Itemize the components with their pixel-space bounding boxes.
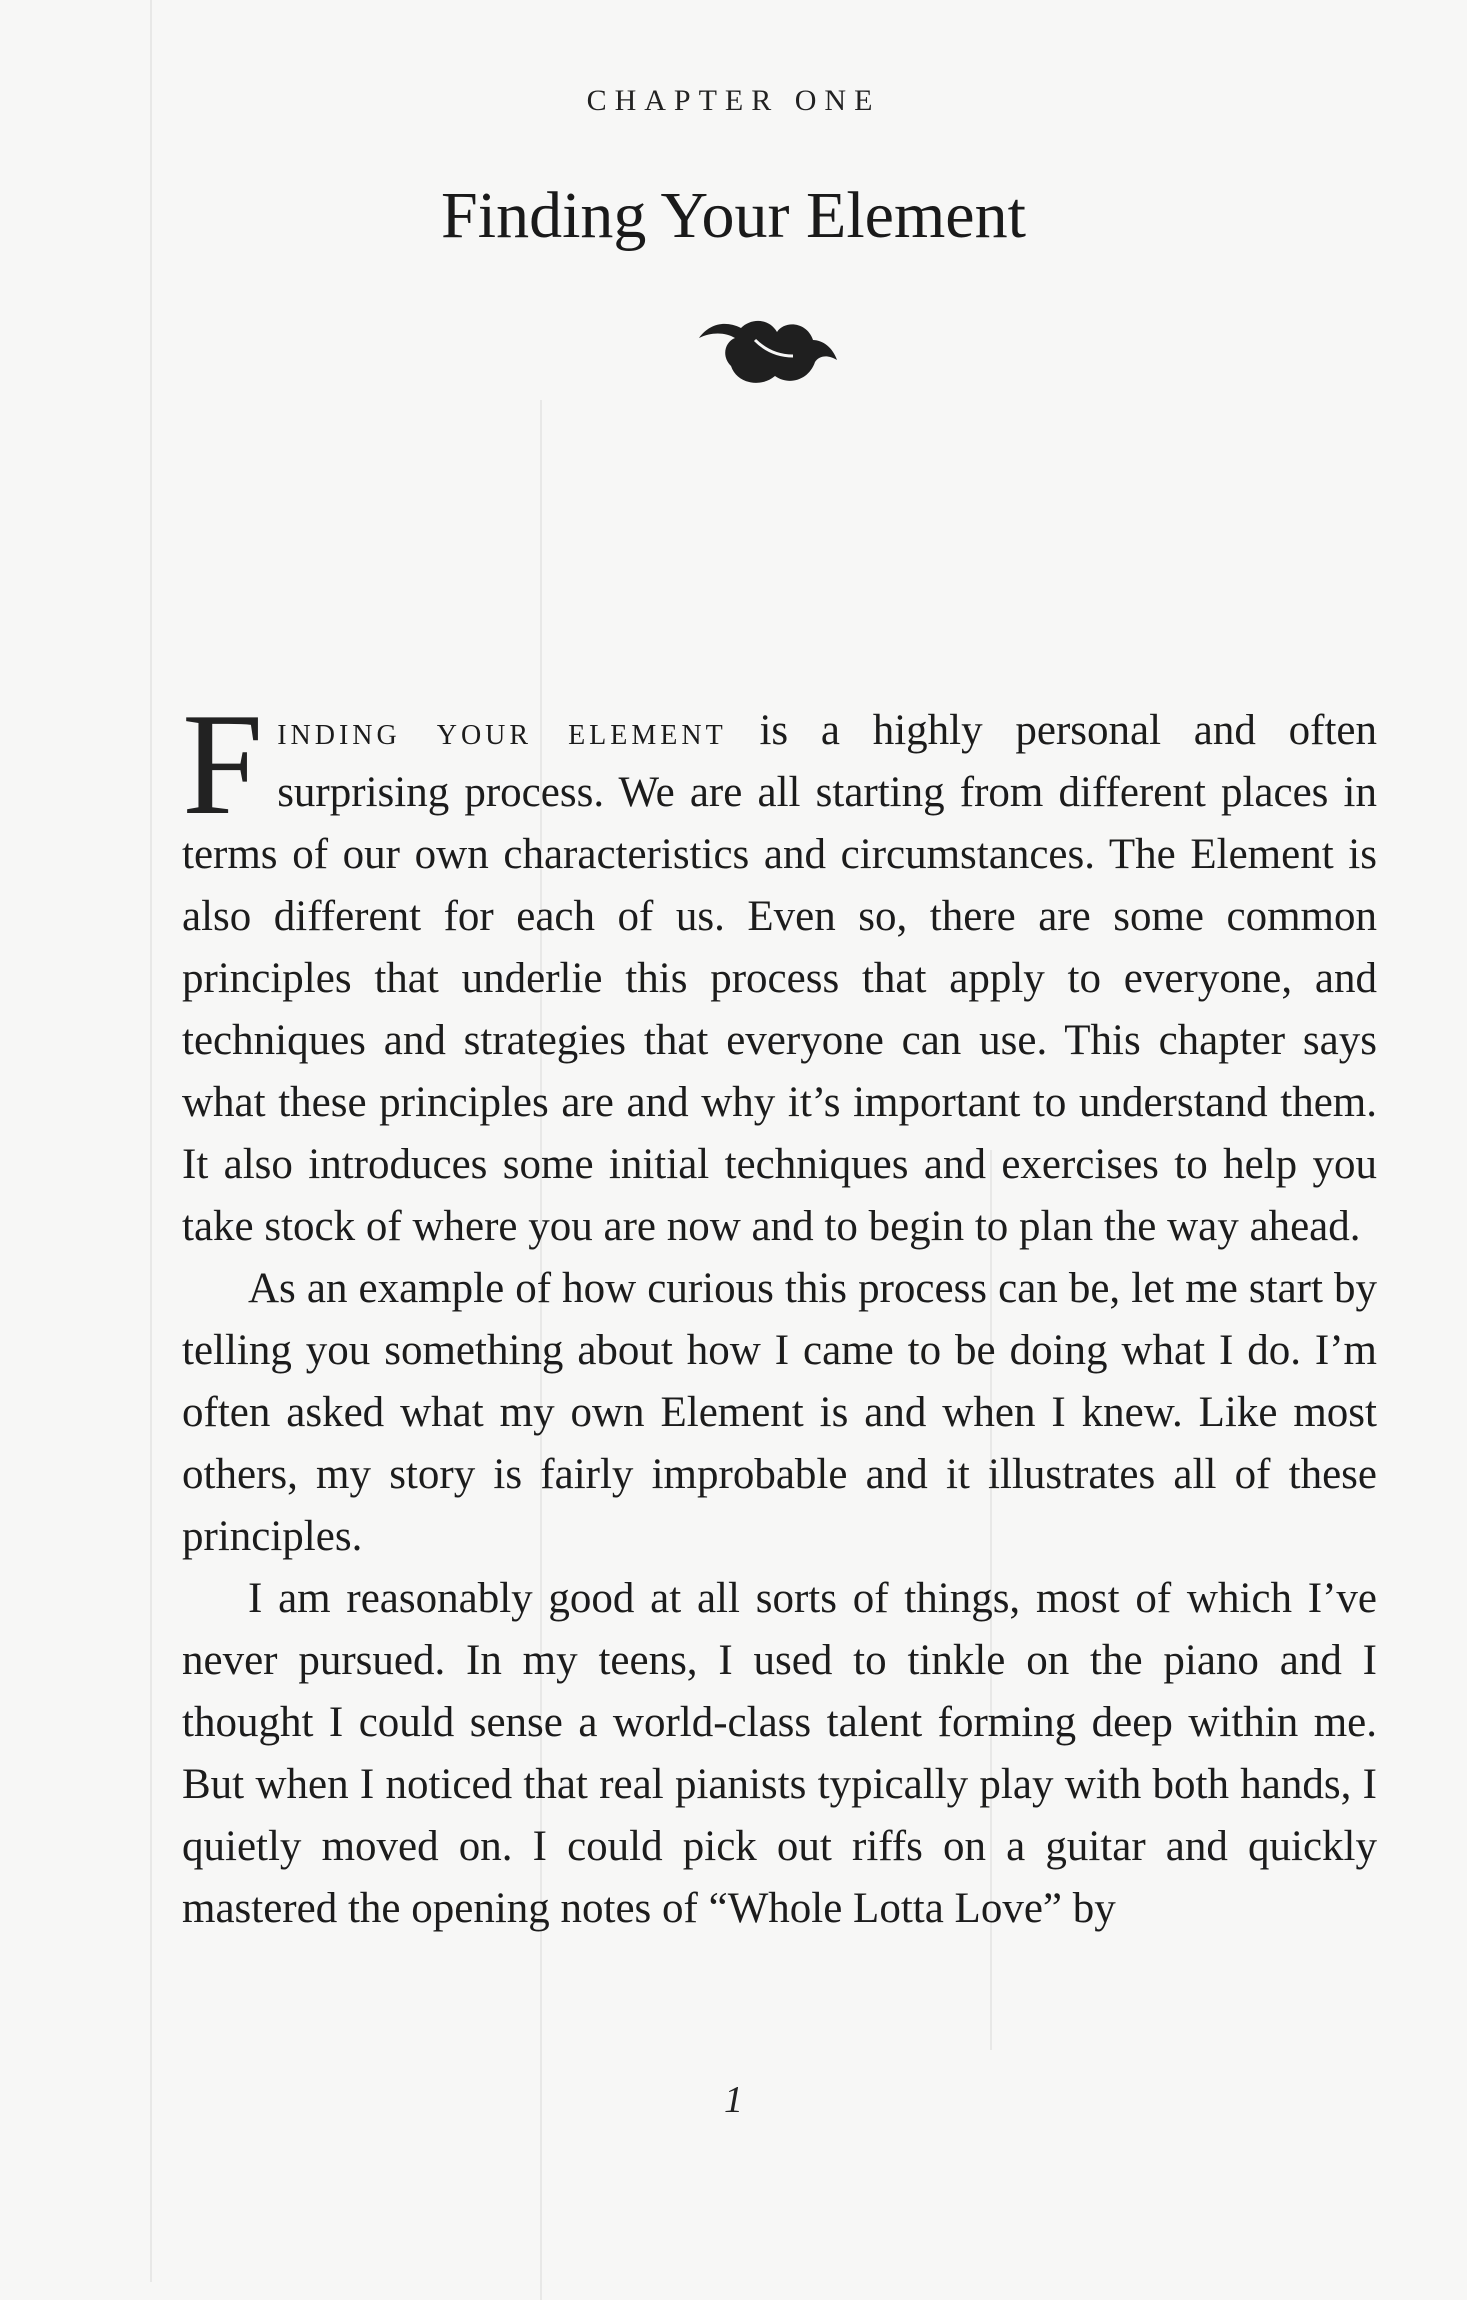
drop-cap: F (182, 683, 264, 845)
opening-smallcaps: inding your element (277, 708, 727, 753)
page-number: 1 (724, 2079, 743, 2121)
opening-text: is a highly personal and often surprising process. We are all starting from different places in terms of our own characteristics and circumstances. The Element is also different for each of us. Even so, there are some common principles that underlie this process that apply to everyone, and techniques and strategies that everyone can use. This chapter says what these principles are and why it’s important to understand them. It also introduces some initial techniques and exercises to help you take stock of where you are now and to begin to plan the way ahead. (182, 707, 1377, 1250)
scan-artifact (150, 0, 152, 2282)
body-paragraph: As an example of how curious this process can be, let me start by telling you something about how I came to be doing what I do. I’m often asked what my own Element is and when I knew. Like most others, my story is fairly improbable and it illustrates all of these principles. (182, 1265, 1377, 1560)
opening-paragraph (182, 683, 1377, 1258)
chapter-title: Finding Your Element (441, 179, 1026, 252)
chapter-label: CHAPTER ONE (586, 84, 881, 117)
chapter-body (182, 683, 1377, 1940)
leaf-ornament-icon (695, 310, 845, 390)
body-paragraph: I am reasonably good at all sorts of things, most of which I’ve never pursued. In my teens, I used to tinkle on the piano and I thought I could sense a world-class talent forming deep within me. But when I noticed that real pianists typically play with both hands, I quietly moved on. I could pick out riffs on a guitar and quickly mastered the opening notes of “Whole Lotta Love” by (182, 1575, 1377, 1932)
